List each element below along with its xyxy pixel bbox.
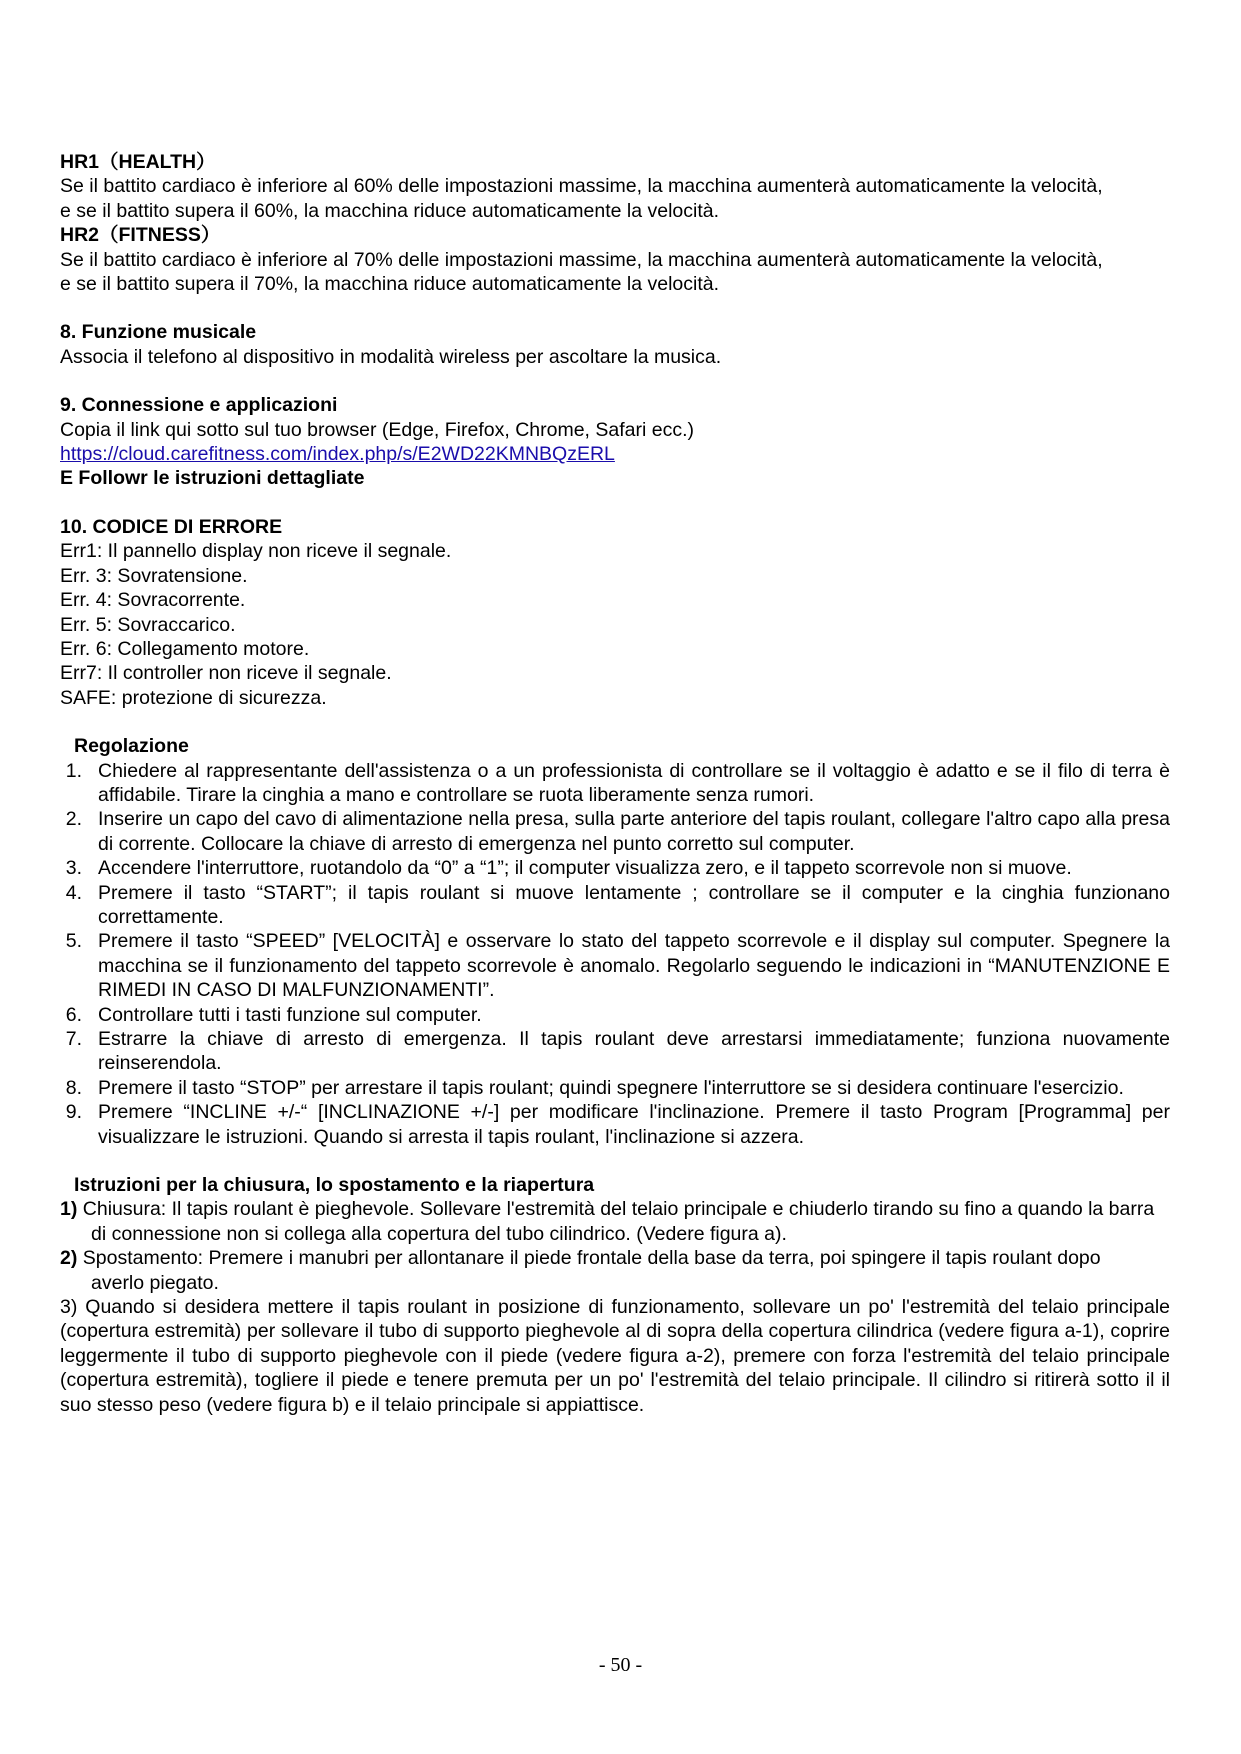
app-download-link[interactable]: https://cloud.carefitness.com/index.php/s/E2WD22KMNBQzERL: [60, 443, 615, 466]
list-item: [60, 1003, 1170, 1027]
spacer: [60, 369, 1170, 393]
step-text: Inserire un capo del cavo di alimentazione nella presa, sulla parte anteriore del tapis roulant, collegare l'altro capo alla presa di corrente. Collocare la chiave di arresto di emergenza nel punto corretto sul computer.: [98, 808, 1170, 855]
list-item: [60, 759, 1170, 808]
error-code-item: SAFE: protezione di sicurezza.: [60, 686, 327, 709]
list-item: [60, 929, 1170, 1002]
connection-follow: E Followr le istruzioni dettagliate: [60, 467, 365, 490]
chiusura-step-1: [60, 1197, 1170, 1246]
step-text: Spostamento: Premere i manubri per allontanare il piede frontale della base da terra, poi spingere il tapis roulant dopo averlo piegato.: [77, 1247, 1101, 1294]
step-number: 7.: [65, 1028, 82, 1050]
step-number: 8.: [65, 1076, 82, 1099]
hr2-title: HR2（FITNESS）: [60, 224, 221, 247]
connection-title: 9. Connessione e applicazioni: [60, 394, 338, 417]
step-number: 9.: [65, 1101, 82, 1124]
step-number: 3.: [65, 857, 82, 880]
music-title: 8. Funzione musicale: [60, 321, 257, 344]
list-item: [60, 881, 1170, 930]
regolazione-steps: [60, 759, 1170, 1150]
step-text: Premere il tasto “START”; il tapis roulant si muove lentamente ; controllare se il computer e la cinghia funzionano correttamente.: [98, 881, 1170, 928]
page-number: - 50 -: [598, 1654, 643, 1676]
hr1-title: HR1（HEALTH）: [60, 151, 216, 173]
list-item: [60, 807, 1170, 856]
step-text: Chiedere al rappresentante dell'assistenza o a un professionista di controllare se il voltaggio è adatto e se il filo di terra è affidabile. Tirare la cinghia a mano e controllare se ruota liberamente senza rumori.: [98, 759, 1170, 806]
spacer: [60, 491, 1170, 515]
error-code-item: Err. 6: Collegamento motore.: [60, 637, 310, 660]
step-text: Estrarre la chiave di arresto di emergenza. Il tapis roulant deve arrestarsi immediatamente; funziona nuovamente reinserendola.: [98, 1028, 1170, 1075]
step-number: 4.: [65, 881, 82, 904]
step-number: 6.: [65, 1003, 82, 1026]
step-number: 1.: [65, 759, 82, 782]
list-item: [60, 1076, 1170, 1100]
step-label: 2): [60, 1247, 78, 1270]
error-code-item: Err. 4: Sovracorrente.: [60, 589, 246, 612]
step-text: Chiusura: Il tapis roulant è pieghevole. Sollevare l'estremità del telaio principale e chiuderlo tirando su fino a quando la barra di connessione non si collega alla copertura del tubo cilindrico. (Vedere figura a).: [77, 1198, 1155, 1245]
step-text: Premere il tasto “STOP” per arrestare il tapis roulant; quindi spegnere l'interruttore se si desidera continuare l'esercizio.: [98, 1076, 1124, 1099]
chiusura-step-2: [60, 1246, 1141, 1295]
spacer: [60, 1149, 1170, 1173]
hr2-text: Se il battito cardiaco è inferiore al 70% delle impostazioni massime, la macchina aumenterà automaticamente la velocità, e se il battito supera il 70%, la macchina riduce automaticamente la velocità.: [60, 248, 1103, 296]
error-code-item: Err. 5: Sovraccarico.: [60, 613, 236, 636]
chiusura-title: Istruzioni per la chiusura, lo spostamento e la riapertura: [74, 1174, 595, 1197]
error-code-item: Err1: Il pannello display non riceve il segnale.: [60, 540, 452, 563]
step-text: Controllare tutti i tasti funzione sul computer.: [98, 1003, 482, 1026]
step-text: Premere il tasto “SPEED” [VELOCITÀ] e osservare lo stato del tappeto scorrevole e il display sul computer. Spegnere la macchina se il funzionamento del tappeto scorrevole è anomalo. Regolarlo seguendo le indicazioni in “MANUTENZIONE E RIMEDI IN CASO DI MALFUNZIONAMENTI”.: [98, 930, 1170, 1002]
error-code-item: Err7: Il controller non riceve il segnale.: [60, 662, 392, 685]
list-item: [60, 856, 1170, 880]
page-content: [60, 150, 1170, 1417]
step-number: 2.: [65, 808, 82, 831]
spacer: [60, 710, 1170, 734]
chiusura-step-3: 3) Quando si desidera mettere il tapis roulant in posizione di funzionamento, sollevare un po' l'estremità del telaio principale (copertura estremità) per sollevare il tubo di supporto pieghevole al di sopra della copertura cilindrica (vedere figura a-1), coprire leggermente il tubo di supporto pieghevole con il piede (vedere figura a-2), premere con forza l'estremità del telaio principale (copertura estremità), togliere il piede e tenere premuta per un po' l'estremità del telaio principale. Il cilindro si ritirerà sotto il il suo stesso peso (vedere figura b) e il telaio principale si appiattisce.: [60, 1296, 1170, 1416]
list-item: [60, 1100, 1170, 1149]
hr1-text: Se il battito cardiaco è inferiore al 60% delle impostazioni massime, la macchina aumenterà automaticamente la velocità, e se il battito supera il 60%, la macchina riduce automaticamente la velocità.: [60, 175, 1103, 222]
connection-text: Copia il link qui sotto sul tuo browser (Edge, Firefox, Chrome, Safari ecc.): [60, 418, 695, 441]
list-item: [60, 1027, 1170, 1076]
error-code-item: Err. 3: Sovratensione.: [60, 564, 248, 587]
step-number: 5.: [65, 930, 82, 953]
step-label: 1): [60, 1198, 78, 1221]
spacer: [60, 296, 1170, 320]
step-text: Premere “INCLINE +/-“ [INCLINAZIONE +/-] per modificare l'inclinazione. Premere il tasto Program [Programma] per visualizzare le istruzioni. Quando si arresta il tapis roulant, l'inclinazione si azzera.: [98, 1101, 1170, 1148]
error-codes-title: 10. CODICE DI ERRORE: [60, 515, 283, 538]
music-text: Associa il telefono al dispositivo in modalità wireless per ascoltare la musica.: [60, 345, 722, 368]
step-text: Accendere l'interruttore, ruotandolo da “0” a “1”; il computer visualizza zero, e il tappeto scorrevole non si muove.: [98, 857, 1072, 880]
regolazione-title: Regolazione: [74, 735, 189, 758]
